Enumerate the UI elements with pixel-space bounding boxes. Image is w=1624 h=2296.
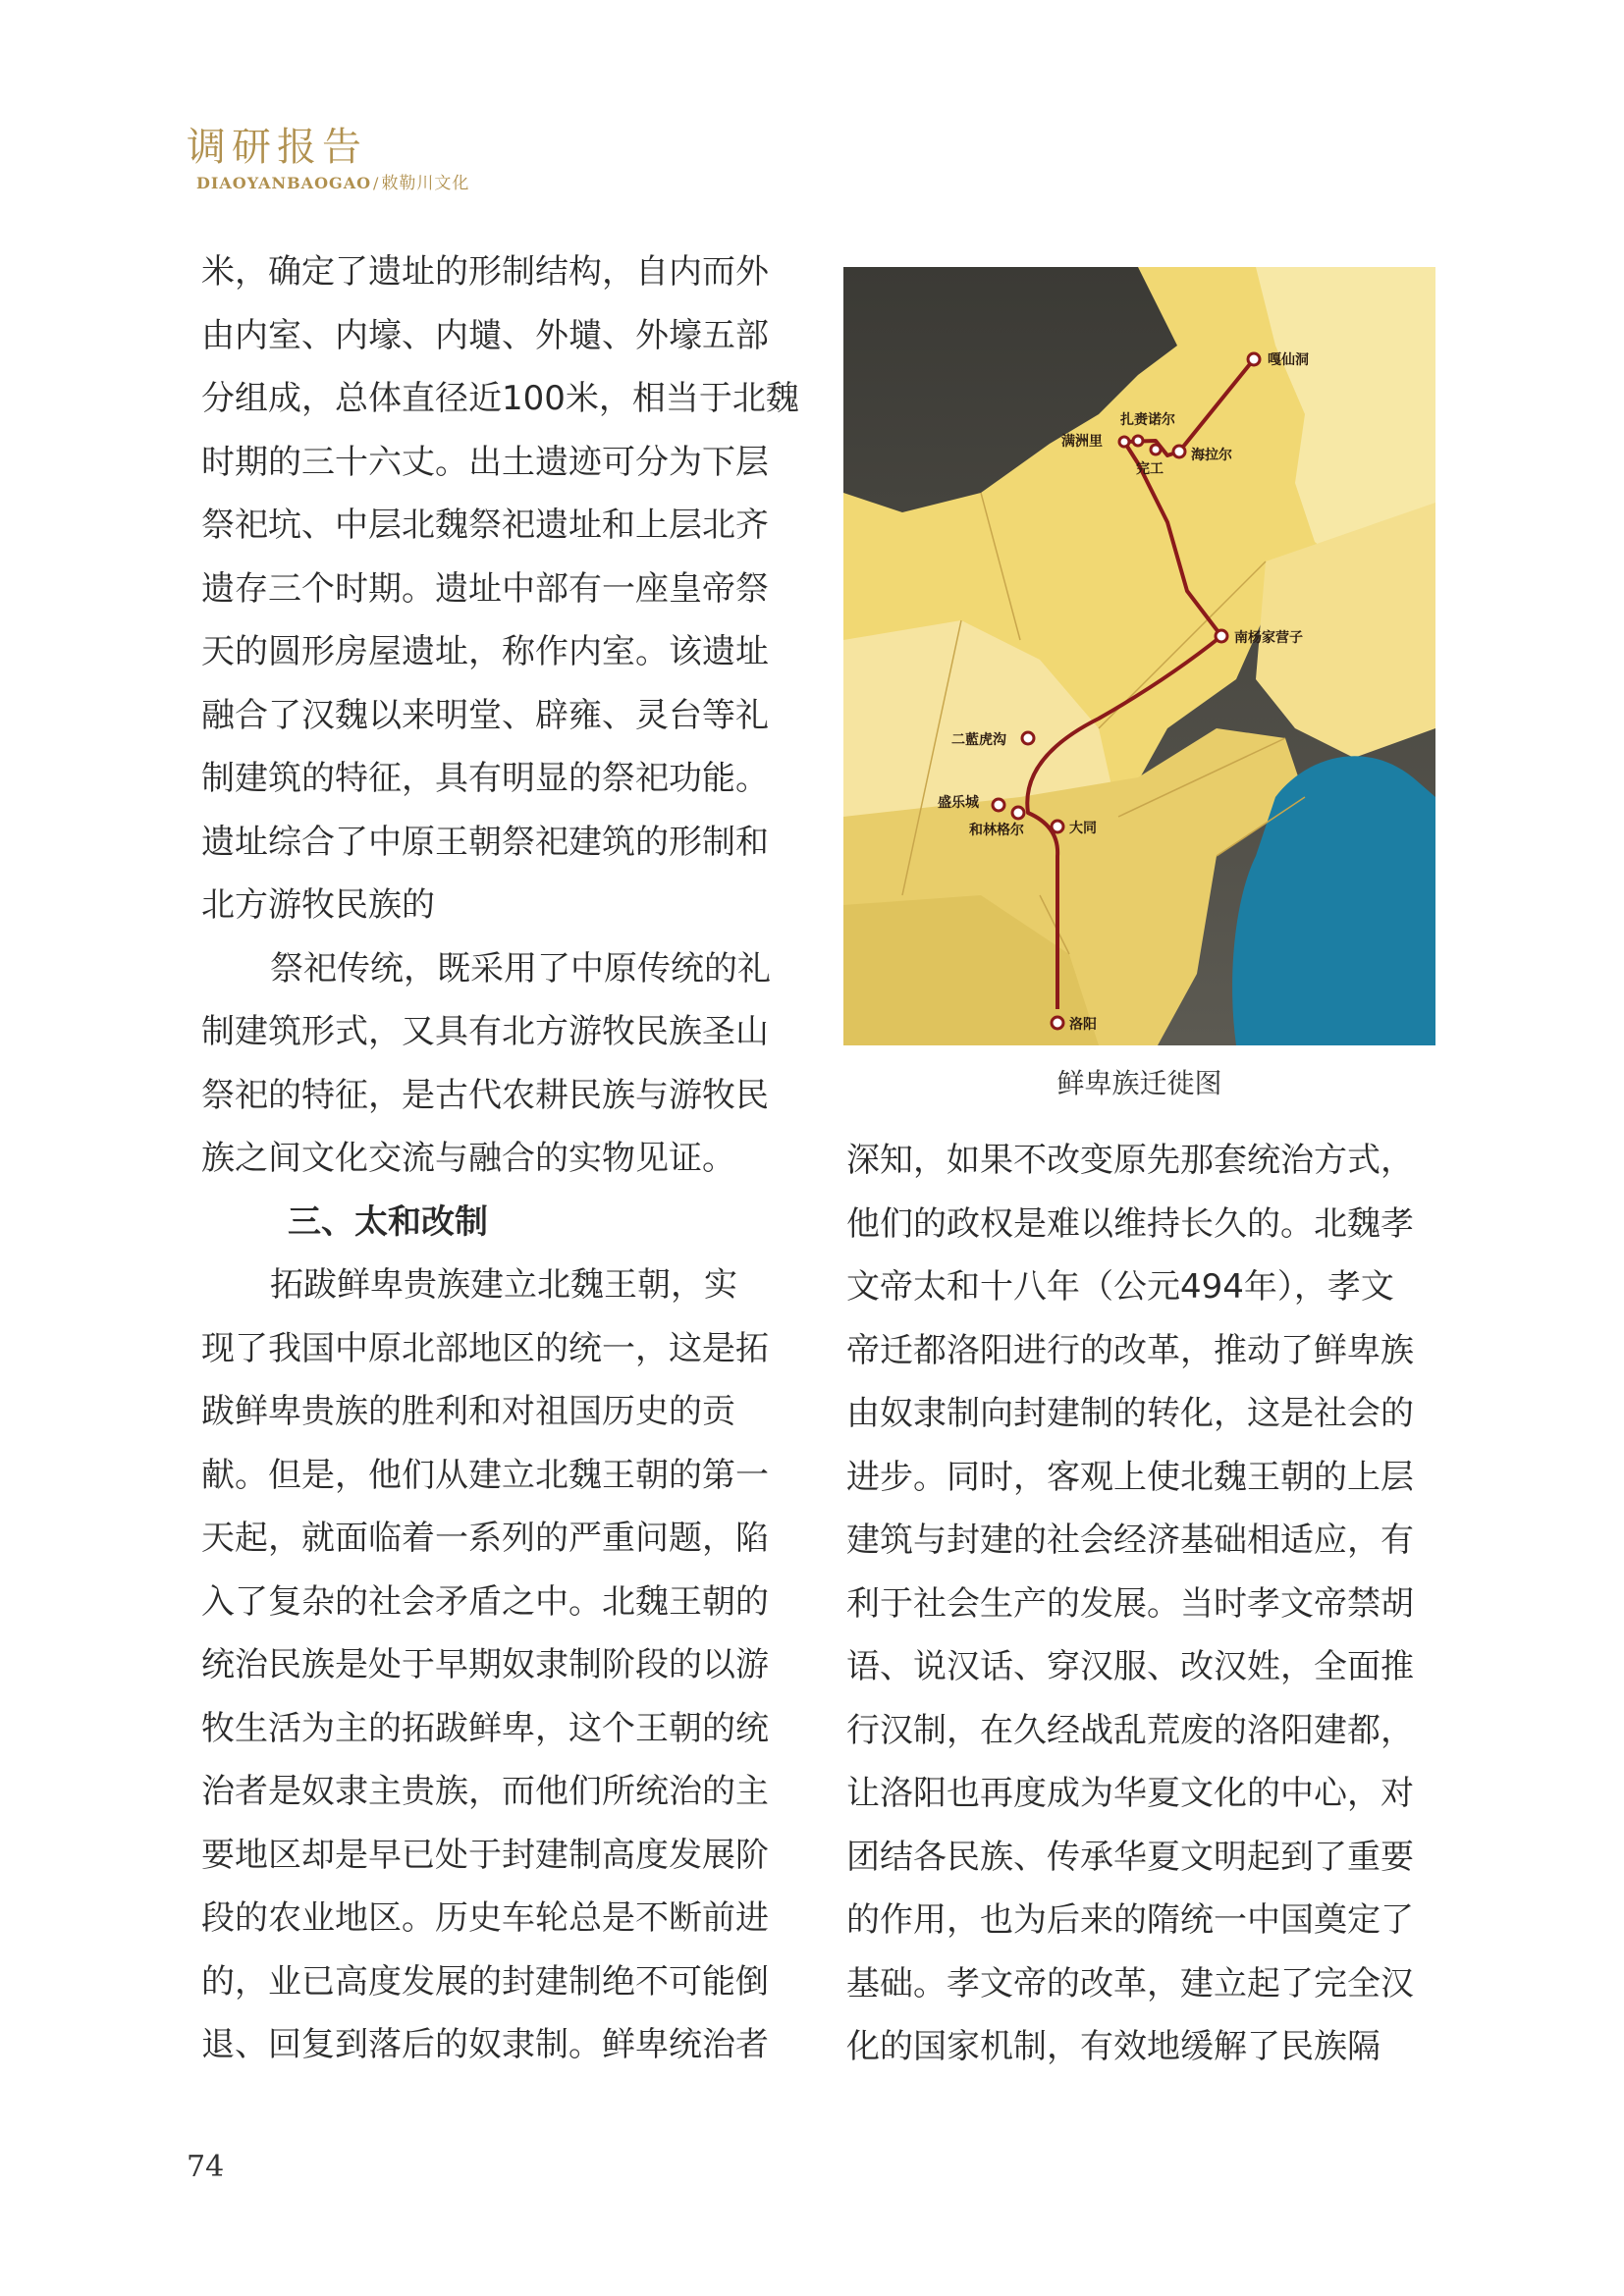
text-line: 遗存三个时期。遗址中部有一座皇帝祭	[201, 568, 769, 609]
text-line: 的作用，也为后来的隋统一中国奠定了	[846, 1900, 1414, 1940]
text-line: 团结各民族、传承华夏文明起到了重要	[846, 1837, 1414, 1877]
text-line: 文帝太和十八年（公元494年），孝文	[846, 1267, 1394, 1307]
label-shengle: 盛乐城	[938, 795, 979, 811]
text-line: 牧生活为主的拓跋鲜卑，这个王朝的统	[201, 1708, 769, 1748]
text-line: 祭祀的特征，是古代农耕民族与游牧民	[201, 1075, 769, 1115]
label-datong: 大同	[1069, 821, 1097, 836]
text-line: 退、回复到落后的奴隶制。鲜卑统治者	[201, 2025, 769, 2064]
marker-shengle	[993, 799, 1004, 811]
text-line: 时期的三十六丈。出土遗迹可分为下层	[201, 442, 769, 482]
text-line: 米，确定了遗址的形制结构，自内而外	[201, 252, 769, 292]
label-erlanhugou: 二藍虎沟	[951, 732, 1006, 748]
header-subtitle	[196, 169, 469, 193]
text-line: 制建筑的特征，具有明显的祭祀功能。	[201, 759, 769, 798]
header-title: 调研报告	[187, 125, 367, 170]
xianbei-migration-map	[843, 267, 1435, 1045]
subtitle-section: 敕勒川文化	[381, 174, 470, 193]
text-line: 让洛阳也再度成为华夏文化的中心，对	[846, 1774, 1414, 1813]
marker-nanyangjiayingzi	[1216, 630, 1227, 642]
text-line: 基础。孝文帝的改革，建立起了完全汉	[846, 1963, 1414, 2003]
text-line: 由内室、内壕、内壝、外壝、外壕五部	[201, 315, 769, 355]
label-luoyang: 洛阳	[1069, 1017, 1097, 1033]
text-line: 族之间文化交流与融合的实物见证。	[201, 1139, 735, 1178]
left-text-column	[201, 240, 800, 2077]
text-line: 献。但是，他们从建立北魏王朝的第一	[201, 1455, 769, 1495]
text-line: 跋鲜卑贵族的胜利和对祖国历史的贡	[201, 1392, 735, 1431]
label-wangong: 完工	[1136, 461, 1164, 477]
label-gaxiandong: 嘎仙洞	[1268, 352, 1309, 368]
text-line: 天的圆形房屋遗址，称作内室。该遗址	[201, 632, 769, 671]
text-line: 北方游牧民族的	[201, 885, 435, 925]
text-line: 祭祀坑、中层北魏祭祀遗址和上层北齐	[201, 506, 769, 545]
text-line: 现了我国中原北部地区的统一，这是拓	[201, 1328, 769, 1368]
text-line: 天起，就面临着一系列的严重问题，陷	[201, 1519, 769, 1558]
map-caption: 鲜卑族迁徙图	[1056, 1067, 1222, 1099]
subtitle-pinyin: DIAOYANBAOGAO	[196, 174, 372, 192]
text-line: 利于社会生产的发展。当时孝文帝禁胡	[846, 1583, 1414, 1624]
text-line: 统治民族是处于早期奴隶制阶段的以游	[201, 1645, 769, 1684]
label-manzhouli: 满洲里	[1061, 434, 1103, 450]
text-line: 要地区却是早已处于封建制高度发展阶	[201, 1835, 769, 1875]
section-heading: 三、太和改制	[288, 1201, 488, 1242]
text-line: 制建筑形式，又具有北方游牧民族圣山	[201, 1012, 769, 1051]
text-line: 段的农业地区。历史车轮总是不断前进	[201, 1898, 769, 1938]
page-number: 74	[187, 2150, 225, 2184]
label-hailaer: 海拉尔	[1191, 448, 1232, 463]
marker-zhalainuoer	[1133, 436, 1143, 446]
text-line: 遗址综合了中原王朝祭祀建筑的形制和	[201, 822, 769, 862]
marker-helinge	[1012, 807, 1024, 819]
text-line: 拓跋鲜卑贵族建立北魏王朝，实	[270, 1265, 737, 1305]
text-line: 入了复杂的社会矛盾之中。北魏王朝的	[201, 1581, 769, 1622]
text-line: 由奴隶制向封建制的转化，这是社会的	[846, 1394, 1414, 1433]
text-line: 分组成，总体直径近100米，相当于北魏	[201, 379, 799, 418]
text-line: 的，业已高度发展的封建制绝不可能倒	[201, 1961, 769, 2002]
text-line: 帝迁都洛阳进行的改革，推动了鲜卑族	[846, 1330, 1414, 1370]
marker-erlanhugou	[1022, 732, 1034, 744]
text-line: 他们的政权是难以维持长久的。北魏孝	[846, 1203, 1414, 1244]
text-line: 进步。同时，客观上使北魏王朝的上层	[846, 1457, 1414, 1497]
text-line: 化的国家机制，有效地缓解了民族隔	[846, 2027, 1380, 2066]
label-nanyangjiayingzi: 南杨家营子	[1234, 630, 1303, 646]
text-line: 融合了汉魏以来明堂、辟雍、灵台等礼	[201, 695, 769, 735]
text-line: 建筑与封建的社会经济基础相适应，有	[846, 1521, 1414, 1560]
text-line: 语、说汉话、穿汉服、改汉姓，全面推	[846, 1647, 1414, 1686]
label-zhalainuoer: 扎赉诺尔	[1120, 412, 1175, 428]
marker-gaxiandong	[1248, 353, 1260, 365]
text-line: 行汉制，在久经战乱荒废的洛阳建都，	[846, 1710, 1414, 1750]
label-helinge: 和林格尔	[969, 823, 1024, 838]
right-text-column	[846, 1129, 1445, 2079]
marker-hailaer	[1173, 446, 1185, 457]
text-line: 深知，如果不改变原先那套统治方式，	[846, 1141, 1414, 1180]
subtitle-slash: /	[373, 174, 380, 192]
marker-datong	[1052, 821, 1063, 832]
marker-manzhouli	[1119, 437, 1129, 447]
marker-luoyang	[1052, 1017, 1063, 1029]
marker-wangong	[1151, 445, 1161, 454]
map-graphic	[843, 267, 1435, 1045]
text-line: 治者是奴隶主贵族，而他们所统治的主	[201, 1772, 769, 1811]
text-line: 祭祀传统，既采用了中原传统的礼	[270, 948, 771, 988]
